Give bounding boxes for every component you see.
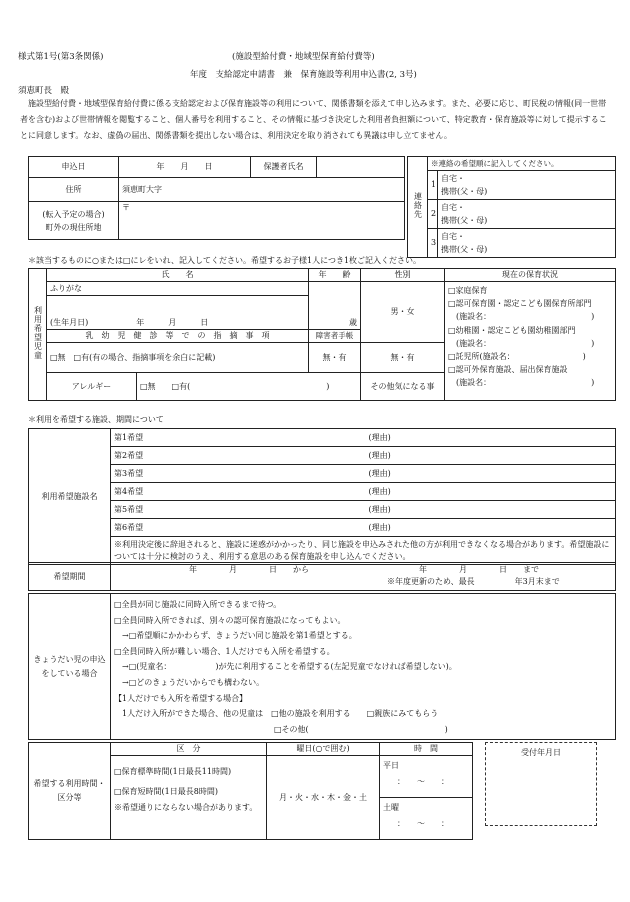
jikan-header: 時 間 bbox=[380, 743, 473, 756]
prev-address-field[interactable]: 〒 bbox=[119, 202, 405, 240]
usage-table bbox=[28, 742, 473, 840]
youbi-header: 曜日(○で囲む) bbox=[267, 743, 380, 756]
contact-3-number: 3 bbox=[428, 229, 438, 258]
kubun-options[interactable]: □保育標準時間(1日最長11時間) □保育短時間(1日最長8時間) ※希望通りにならない場合があります。 bbox=[111, 756, 267, 840]
guardian-label: 保護者氏名 bbox=[251, 157, 317, 178]
address-label: 住所 bbox=[29, 178, 119, 202]
contact-2-field[interactable]: 自宅・ 携帯(父・母) bbox=[438, 200, 616, 229]
choice-4[interactable]: 第4希望 bbox=[111, 483, 366, 501]
other-concerns-label: その他気になる事 bbox=[361, 373, 445, 401]
contact-1-number: 1 bbox=[428, 171, 438, 200]
form-subtitle: (施設型給付費・地域型保育給付費等) bbox=[232, 52, 375, 62]
sex-field[interactable]: 男・女 bbox=[361, 282, 445, 343]
intro-text: 施設型給付費・地域型保育給付費に係る支給認定および保育施設等の利用について、関係書類を添えて申し込みます。また、必要に応じ、町民税の情報(同一世帯者を含む)および世帯情報を閲覧すること、個人番号を利用すること、その情報に基づき決定した利用者負担額について、特定教育・保育施設等に対して提示することに同意します。なお、虚偽の届出、関係書類を提出しない場合は、利用決定を取り消されても異議は申し立てません。 bbox=[20, 99, 607, 140]
form-number: 様式第1号(第3条関係) bbox=[18, 52, 104, 62]
facility-table bbox=[28, 428, 616, 565]
form-title: 年度 支給認定申請書 兼 保育施設等利用申込書(2, 3号) bbox=[190, 70, 417, 80]
guardian-field[interactable] bbox=[317, 157, 405, 178]
date-field[interactable]: 年 月 日 bbox=[119, 157, 251, 178]
age-field[interactable]: 歳 bbox=[309, 282, 361, 330]
reception-box bbox=[485, 742, 597, 826]
period-label: 希望期間 bbox=[29, 563, 111, 591]
facility-note: ＊利用を希望する施設、期間について bbox=[28, 415, 164, 424]
choice-5[interactable]: 第5希望 bbox=[111, 501, 366, 519]
period-to: 年 月 日 まで bbox=[419, 565, 539, 574]
reason-3[interactable]: (理由) bbox=[366, 465, 616, 483]
period-table bbox=[28, 562, 616, 591]
saturday-label: 土曜 bbox=[383, 803, 399, 812]
day-options[interactable]: 月・火・水・木・金・土 bbox=[267, 756, 380, 840]
choice-6[interactable]: 第6希望 bbox=[111, 519, 366, 537]
prev-address-label: (転入予定の場合) 町外の現住所地 bbox=[29, 202, 119, 240]
contact-label: 連絡先 bbox=[408, 157, 428, 258]
disability-header: 障害者手帳 bbox=[309, 330, 361, 343]
address-field[interactable]: 須恵町大字 bbox=[119, 178, 405, 202]
choice-1[interactable]: 第1希望 bbox=[111, 429, 366, 447]
delay-field[interactable]: 無・有 bbox=[361, 343, 445, 373]
name-header: 氏 名 bbox=[47, 269, 309, 282]
reason-5[interactable]: (理由) bbox=[366, 501, 616, 519]
status-header: 現在の保育状況 bbox=[445, 269, 616, 282]
reason-4[interactable]: (理由) bbox=[366, 483, 616, 501]
date-label: 申込日 bbox=[29, 157, 119, 178]
siblings-options[interactable]: □全員が同じ施設に同時入所できるまで待つ。 □全員同時入所できれば、別々の認可保育施設になってもよい。 →□希望順にかかわらず、きょうだい同じ施設を第1希望とする。 □全員同時入所が難しい場合、1人だけでも入所を希望する。 →□(児童名： )が先に利用することを希望する(左記児童でなければ希望しない)。 →□どのきょうだいからでも構わない。 【1人だけでも入所を希望する場合】 1人だけ入所ができた場合、他の児童は □他の施設を利用する □親族にみてもらう □その他( ) bbox=[111, 594, 616, 740]
kubun-header: 区 分 bbox=[111, 743, 267, 756]
addressee: 須恵町長 殿 bbox=[18, 86, 70, 96]
child-side-label: 利用希望児童 bbox=[29, 269, 47, 401]
child-name-field[interactable]: (生年月日) 年 月 日 bbox=[47, 296, 309, 330]
reason-6[interactable]: (理由) bbox=[366, 519, 616, 537]
choice-3[interactable]: 第3希望 bbox=[111, 465, 366, 483]
weekday-label: 平日 bbox=[383, 761, 399, 770]
siblings-table bbox=[28, 593, 616, 740]
reason-1[interactable]: (理由) bbox=[366, 429, 616, 447]
weekday-time[interactable]: ： ～ ： bbox=[397, 777, 449, 786]
status-options[interactable]: □家庭保育 □認可保育園・認定こども園保育所部門 (施設名： ) □幼稚園・認定こども園幼稚園部門 (施設名： ) □託児所(施設名： ) □認可外保育施設、届出保育施設 (施設名： ) bbox=[445, 282, 616, 401]
child-note: ＊該当するものに○または□にレをいれ、記入してください。希望するお子様1人につき1枚ご記入ください。 bbox=[28, 256, 422, 265]
disability-field[interactable]: 無・有 bbox=[309, 343, 361, 373]
reason-2[interactable]: (理由) bbox=[366, 447, 616, 465]
health-field[interactable]: □無 □有(有の場合、指摘事項を余白に記載) bbox=[47, 343, 309, 373]
contact-1-field[interactable]: 自宅・ 携帯(父・母) bbox=[438, 171, 616, 200]
period-note: ※年度更新のため、最長 年3月末まで bbox=[387, 577, 560, 586]
siblings-label: きょうだい児の申込をしている場合 bbox=[29, 594, 111, 740]
applicant-table bbox=[28, 156, 405, 240]
age-header: 年 齢 bbox=[309, 269, 361, 282]
furigana-field[interactable]: ふりがな bbox=[47, 282, 309, 296]
child-table bbox=[28, 268, 616, 401]
sex-header: 性別 bbox=[361, 269, 445, 282]
usage-label: 希望する利用時間・区分等 bbox=[29, 743, 111, 840]
time-fields[interactable] bbox=[380, 756, 473, 840]
period-from: 年 月 日 から bbox=[189, 565, 309, 574]
facility-warning: ※利用決定後に辞退されると、施設に迷惑がかかったり、同じ施設を申込みされた他の方が利用できなくなる場合があります。希望施設については十分に検討のうえ、利用する意思のある保育施設を申し込んでください。 bbox=[111, 537, 616, 565]
health-header: 乳 幼 児 健 診 等 で の 指 摘 事 項 bbox=[47, 330, 309, 343]
reception-label: 受付年月日 bbox=[521, 748, 561, 757]
allergy-field[interactable]: □無 □有( ) bbox=[137, 373, 361, 401]
allergy-label: アレルギー bbox=[47, 373, 137, 401]
choice-2[interactable]: 第2希望 bbox=[111, 447, 366, 465]
period-field[interactable] bbox=[111, 563, 616, 591]
contact-2-number: 2 bbox=[428, 200, 438, 229]
contact-3-field[interactable]: 自宅・ 携帯(父・母) bbox=[438, 229, 616, 258]
contact-note: ※連絡の希望順に記入してください。 bbox=[428, 157, 616, 171]
saturday-time[interactable]: ： ～ ： bbox=[397, 819, 449, 828]
contact-table bbox=[407, 156, 616, 258]
facility-label: 利用希望施設名 bbox=[29, 429, 111, 565]
